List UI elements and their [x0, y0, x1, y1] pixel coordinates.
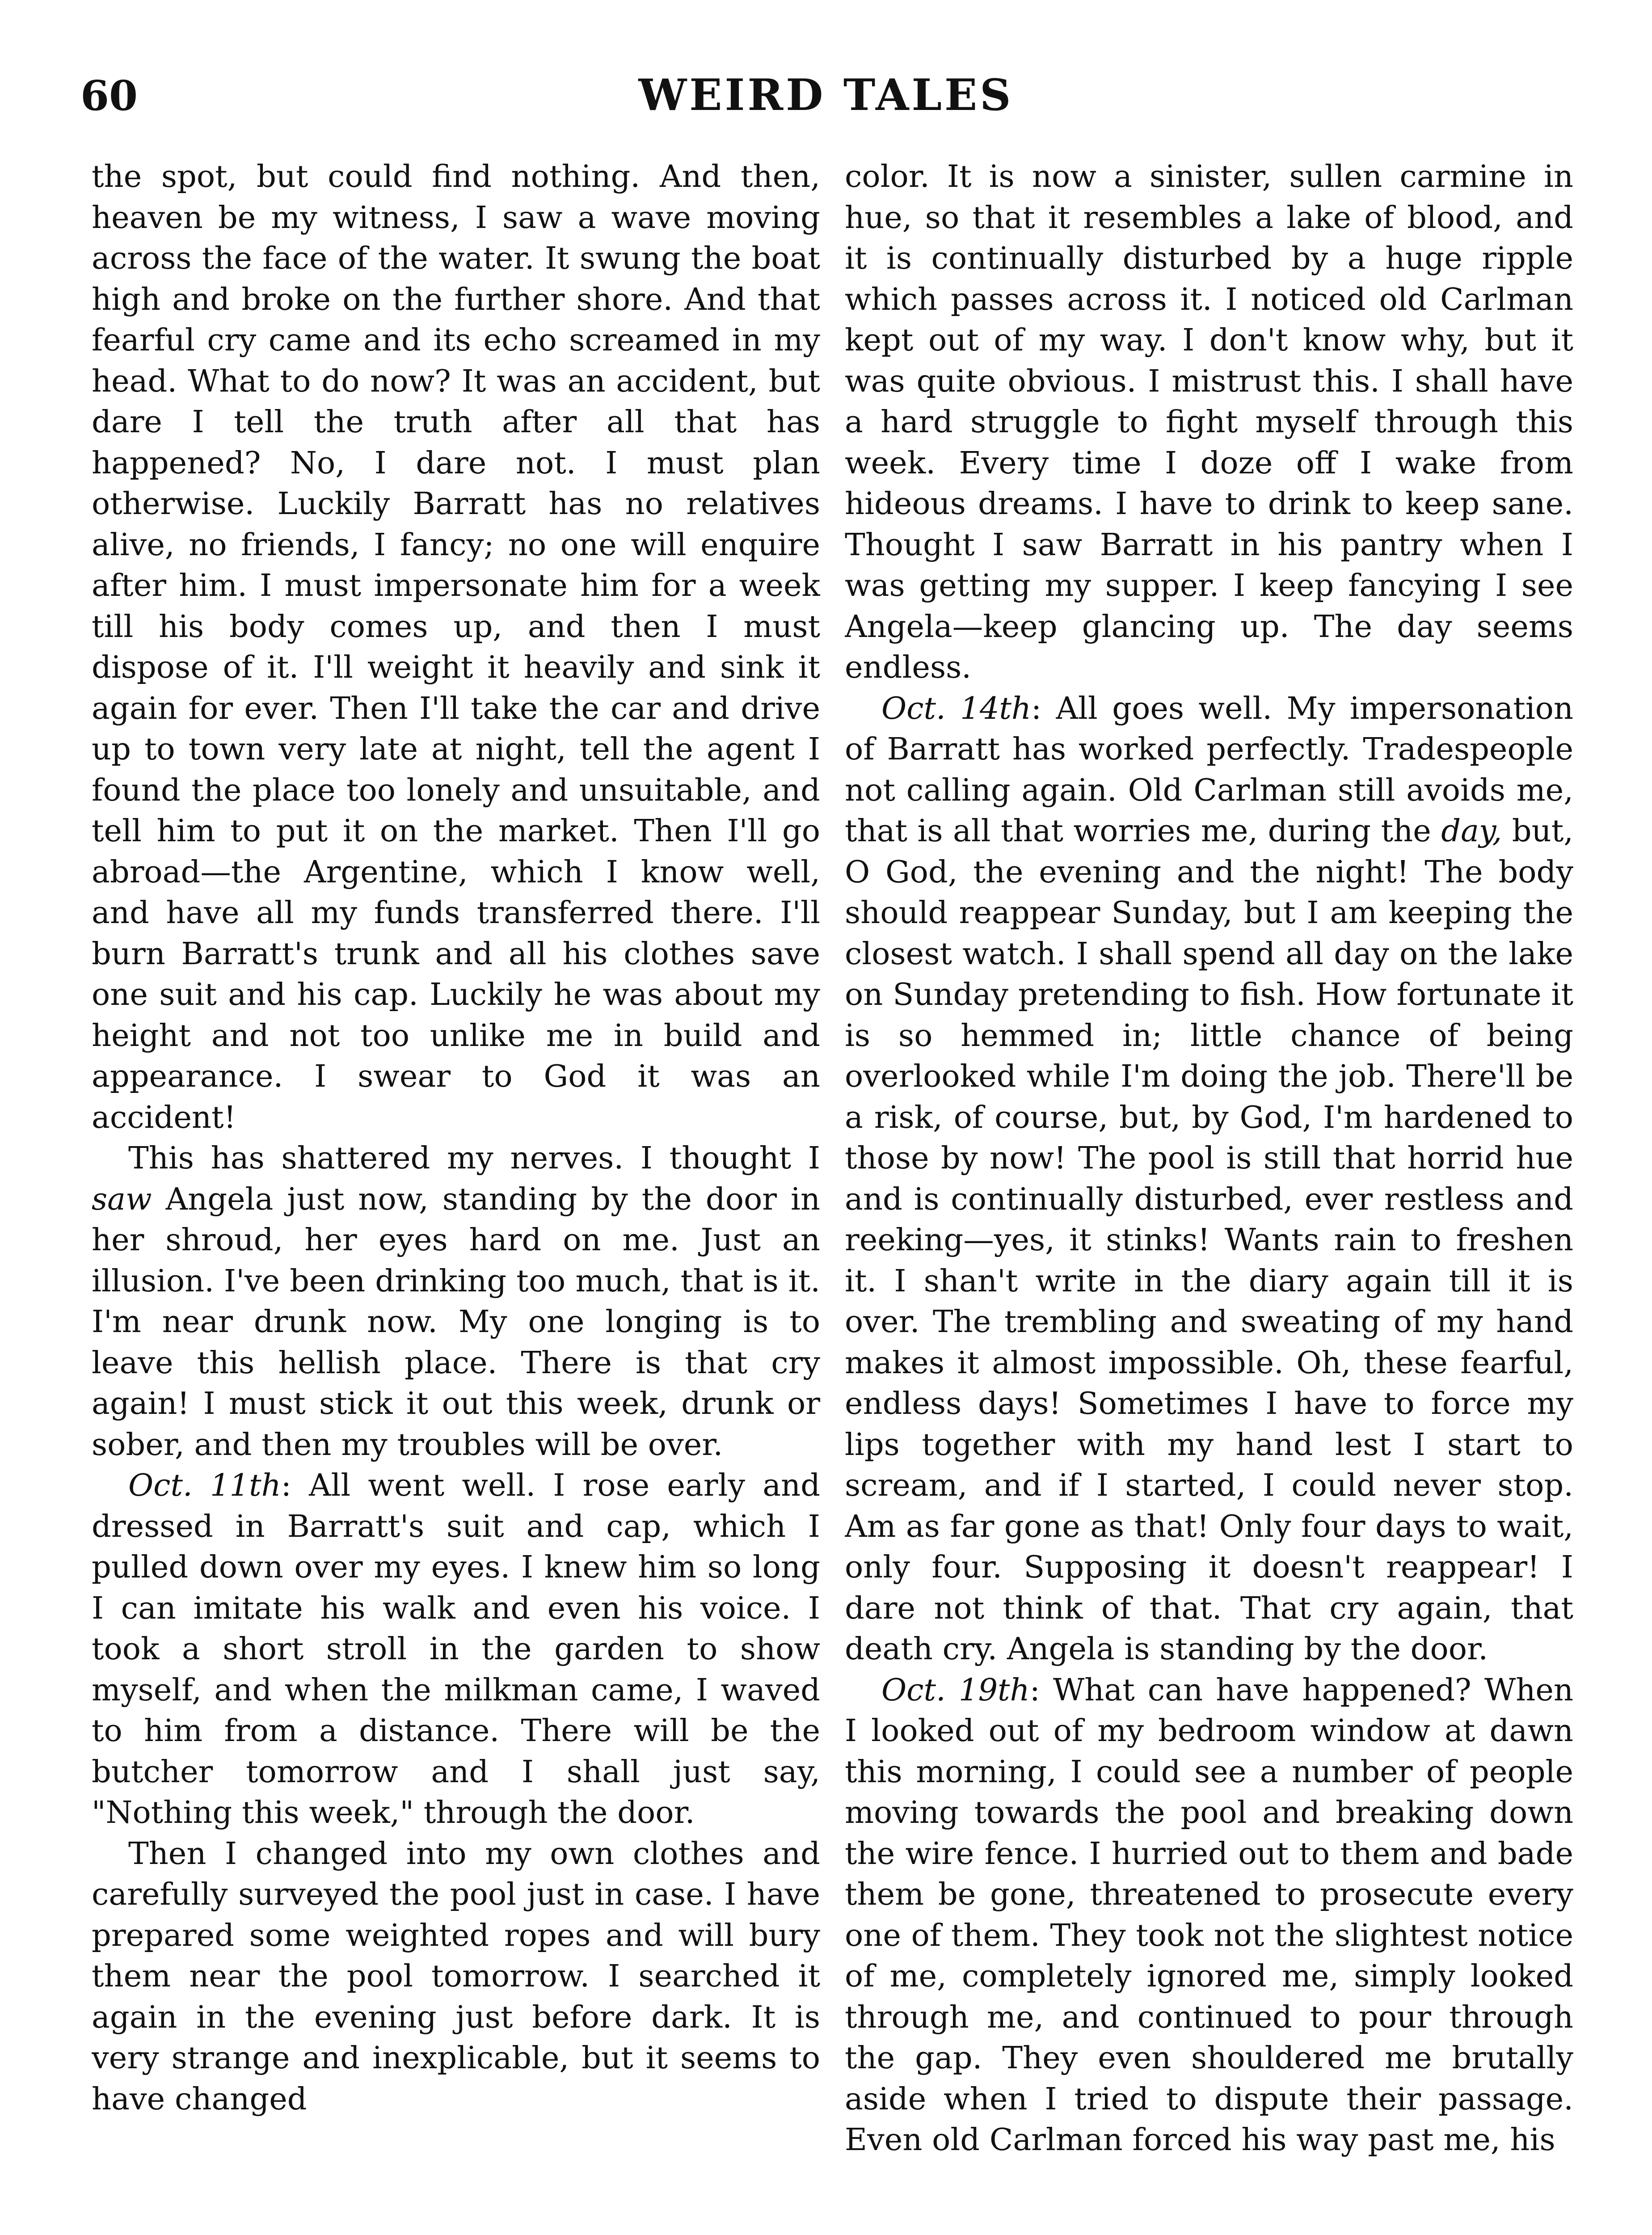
diary-entry — [92, 1465, 820, 1834]
emphasis-text: saw — [92, 1181, 152, 1217]
paragraph: the spot, but could find nothing. And then, heaven be my witness, I saw a wave moving across the face of the water. It swung the boat high and broke on the further shore. And that fearful cry came and its echo screamed in my head. What to do now? It was an accident, but dare I tell the truth after all that has happened? No, I dare not. I must plan otherwise. Luckily Barratt has no relatives alive, no friends, I fancy; no one will enquire after him. I must impersonate him for a week till his body comes up, and then I must dispose of it. I'll weight it heavily and sink it again for ever. Then I'll take the car and drive up to town very late at night, tell the agent I found the place too lonely and unsuitable, and tell him to put it on the market. Then I'll go abroad—the Argentine, which I know well, and have all my funds transferred there. I'll burn Barratt's trunk and all his clothes save one suit and his cap. Luckily he was about my height and not too unlike me in build and appearance. I swear to God it was an accident! — [92, 159, 820, 1135]
paragraph — [92, 1138, 820, 1465]
right-column — [845, 156, 1573, 2161]
entry-text: : All goes well. My impersonation of Barratt has worked perfectly. Tradespeople not calling again. Old Carlman still avoids me, that is all that worries me, during the — [845, 690, 1573, 849]
entry-text: : What can have happened? When I looked out of my bedroom window at dawn this morning, I could see a number of people moving towards the pool and breaking down the wire fence. I hurried out to them and bade them be gone, threatened to prosecute every one of them. They took not the slightest notice of me, completely ignored me, simply looked through me, and continued to pour through the gap. They even shouldered me brutally aside when I tried to dispute their passage. Even old Carlman forced his way past me, his — [845, 1672, 1573, 2158]
paragraph: color. It is now a sinister, sullen carmine in hue, so that it resembles a lake of blood, and it is continually disturbed by a huge ripple which passes across it. I noticed old Carlman kept out of my way. I don't know why, but it was quite obvious. I mistrust this. I shall have a hard struggle to fight myself through this week. Every time I doze off I wake from hideous dreams. I have to drink to keep sane. Thought I saw Barratt in his pantry when I was getting my supper. I keep fancying I see Angela—keep glancing up. The day seems endless. — [845, 159, 1573, 685]
text-run: Angela just now, standing by the door in her shroud, her eyes hard on me. Just an illusion. I've been drinking too much, that is it. I'm near drunk now. My one longing is to leave this hellish place. There is that cry again! I must stick it out this week, drunk or sober, and then my troubles will be over. — [92, 1181, 820, 1463]
magazine-title: WEIRD TALES — [638, 70, 1014, 120]
entry-date: Oct. 11th — [128, 1468, 281, 1503]
page-number: 60 — [80, 72, 138, 120]
entry-date: Oct. 19th — [881, 1672, 1030, 1708]
entry-date: Oct. 14th — [881, 690, 1032, 726]
left-column — [92, 156, 820, 2120]
entry-text: : All went well. I rose early and dressed in Barratt's suit and cap, which I pulled down over my eyes. I knew him so long I can imitate his walk and even his voice. I took a short stroll in the garden to show myself, and when the milkman came, I waved to him from a distance. There will be the butcher tomorrow and I shall just say, "Nothing this week," through the door. — [92, 1468, 820, 1830]
diary-entry — [845, 1670, 1573, 2161]
entry-text: but, O God, the evening and the night! The body should reappear Sunday, but I am keeping the closest watch. I shall spend all day on the lake on Sunday pretending to fish. How fortunate it is so hemmed in; little chance of being overlooked while I'm doing the job. There'll be a risk, of course, but, by God, I'm hardened to those by now! The pool is still that horrid hue and is continually disturbed, ever restless and reeking—yes, it stinks! Wants rain to freshen it. I shan't write in the diary again till it is over. The trembling and sweating of my hand makes it almost impossible. Oh, these fearful, endless days! Sometimes I have to force my lips together with my hand lest I start to scream, and if I started, I could never stop. Am as far gone as that! Only four days to wait, only four. Supposing it doesn't reappear! I dare not think of that. That cry again, that death cry. Angela is standing by the door. — [845, 813, 1573, 1667]
diary-entry — [845, 688, 1573, 1670]
paragraph: Then I changed into my own clothes and carefully surveyed the pool just in case. I have prepared some weighted ropes and will bury them near the pool tomorrow. I searched it again in the evening just before dark. It is very strange and inexplicable, but it seems to have changed — [92, 1835, 820, 2117]
text-run: This has shattered my nerves. I thought I — [128, 1140, 820, 1176]
emphasis-text: day, — [1441, 813, 1502, 849]
